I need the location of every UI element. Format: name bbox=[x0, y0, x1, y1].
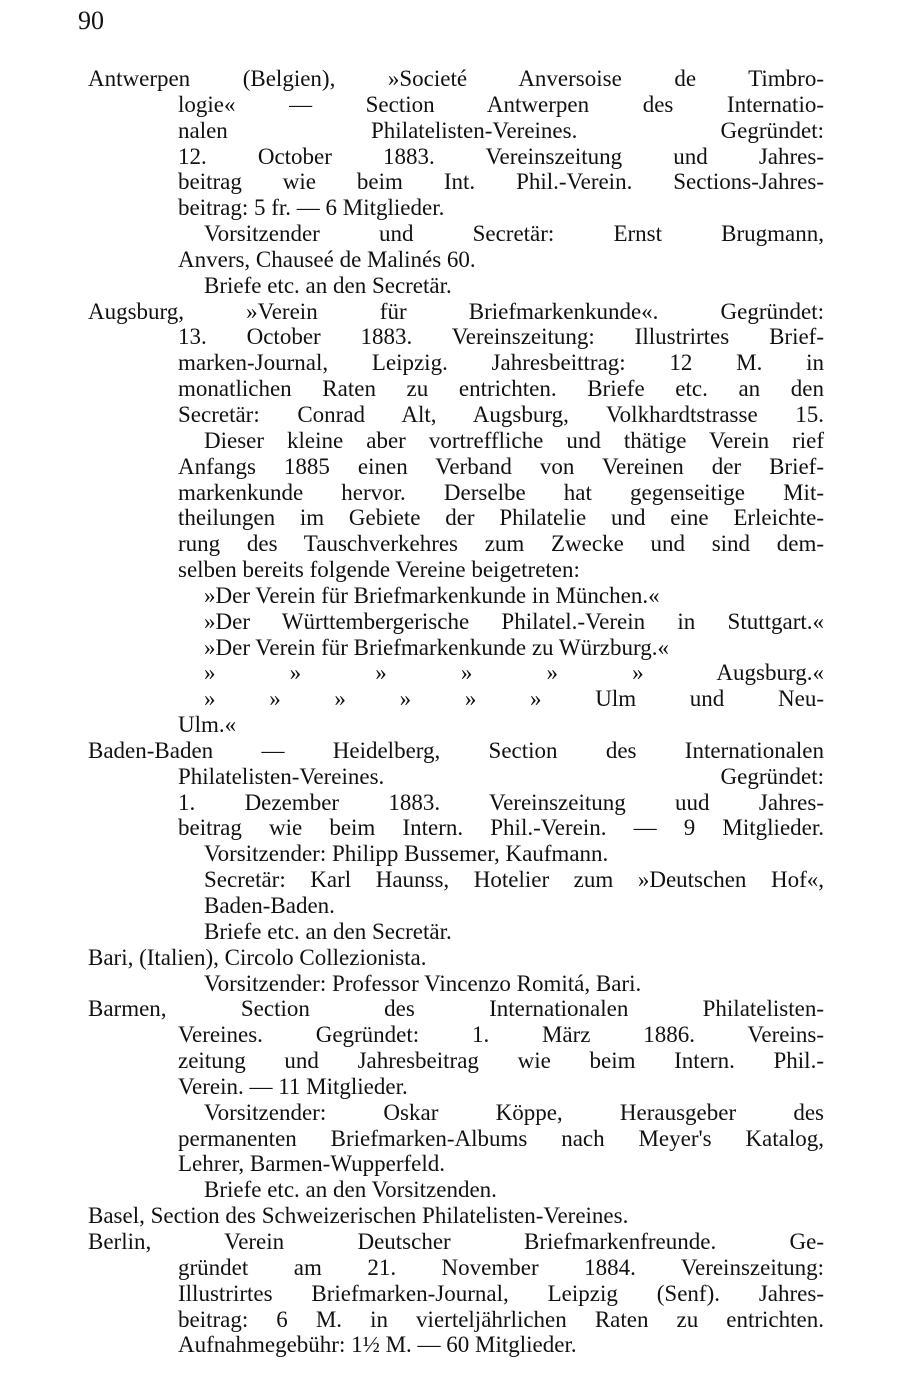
text-line: Vorsitzender und Secretär: Ernst Brugmann, bbox=[204, 221, 824, 247]
text-line: Anfangs 1885 einen Verband von Vereinen der Brief- bbox=[178, 453, 824, 479]
text-line: Briefe etc. an den Vorsitzenden. bbox=[204, 1177, 497, 1203]
text-line: Verein. — 11 Mitglieder. bbox=[178, 1073, 408, 1099]
text-line: Basel, Section des Schweizerischen Philatelisten-Vereines. bbox=[88, 1203, 629, 1229]
text-line: Bari, (Italien), Circolo Collezionista. bbox=[88, 944, 427, 970]
page-number: 90 bbox=[78, 6, 104, 35]
text-line: Secretär: Karl Haunss, Hotelier zum »Deutschen Hof«, bbox=[204, 867, 824, 893]
text-line: Augsburg, »Verein für Briefmarkenkunde«. Gegründet: bbox=[88, 298, 824, 324]
text-line: Vereines. Gegründet: 1. März 1886. Vereins- bbox=[178, 1022, 824, 1048]
text-line: » » » » » » Ulm und Neu- bbox=[204, 686, 824, 712]
text-line: » » » » » » Augsburg.« bbox=[204, 660, 824, 686]
text-line: Briefe etc. an den Secretär. bbox=[204, 918, 452, 944]
text-line: zeitung und Jahresbeitrag wie beim Intern. Phil.- bbox=[178, 1048, 824, 1074]
text-line: Anvers, Chauseé de Malinés 60. bbox=[178, 246, 476, 272]
text-line: »Der Verein für Briefmarkenkunde in München.« bbox=[204, 582, 660, 608]
text-line: monatlichen Raten zu entrichten. Briefe etc. an den bbox=[178, 376, 824, 402]
text-line: Briefe etc. an den Secretär. bbox=[204, 272, 452, 298]
text-line: Baden-Baden. bbox=[204, 893, 335, 918]
text-line: 1. Dezember 1883. Vereinszeitung uud Jahres- bbox=[178, 789, 824, 815]
text-line: beitrag wie beim Int. Phil.-Verein. Sections-Jahres- bbox=[178, 169, 824, 195]
text-line: »Der Verein für Briefmarkenkunde zu Würzburg.« bbox=[204, 634, 669, 660]
text-line: nalen Philatelisten-Vereines. Gegründet: bbox=[178, 117, 824, 143]
text-line: Ulm.« bbox=[178, 712, 237, 738]
text-line: Vorsitzender: Oskar Köppe, Herausgeber des bbox=[204, 1099, 824, 1125]
text-line: »Der Württembergerische Philatel.-Verein in Stuttgart.« bbox=[204, 608, 824, 634]
text-line: marken-Journal, Leipzig. Jahresbeittrag: 12 M. in bbox=[178, 350, 824, 376]
text-line: Vorsitzender: Professor Vincenzo Romitá, Bari. bbox=[204, 970, 642, 996]
text-body bbox=[88, 66, 824, 1358]
text-line: markenkunde hervor. Derselbe hat gegenseitige Mit- bbox=[178, 479, 824, 505]
text-line: beitrag: 6 M. in vierteljährlichen Raten zu entrichten. bbox=[178, 1306, 824, 1332]
text-line: Secretär: Conrad Alt, Augsburg, Volkhardtstrasse 15. bbox=[178, 401, 824, 427]
text-line: Antwerpen (Belgien), »Societé Anversoise de Timbro- bbox=[88, 66, 824, 91]
text-line: theilungen im Gebiete der Philatelie und eine Erleichte- bbox=[178, 505, 824, 531]
text-line: Illustrirtes Briefmarken-Journal, Leipzig (Senf). Jahres- bbox=[178, 1280, 824, 1306]
text-line: Vorsitzender: Philipp Bussemer, Kaufmann. bbox=[204, 841, 609, 867]
text-line: Barmen, Section des Internationalen Philatelisten- bbox=[88, 996, 824, 1022]
text-line: 12. October 1883. Vereinszeitung und Jahres- bbox=[178, 143, 824, 169]
text-line: beitrag: 5 fr. — 6 Mitglieder. bbox=[178, 195, 445, 221]
text-line: Aufnahmegebühr: 1½ M. — 60 Mitglieder. bbox=[178, 1332, 577, 1358]
text-line: rung des Tauschverkehres zum Zwecke und sind dem- bbox=[178, 531, 824, 557]
text-line: Philatelisten-Vereines. Gegründet: bbox=[178, 763, 824, 789]
text-line: 13. October 1883. Vereinszeitung: Illustrirtes Brief- bbox=[178, 324, 824, 350]
text-line: Lehrer, Barmen-Wupperfeld. bbox=[178, 1151, 445, 1177]
text-line: gründet am 21. November 1884. Vereinszeitung: bbox=[178, 1254, 824, 1280]
text-line: beitrag wie beim Intern. Phil.-Verein. — 9 Mitglieder. bbox=[178, 815, 824, 841]
text-line: Berlin, Verein Deutscher Briefmarkenfreunde. Ge- bbox=[88, 1228, 824, 1254]
text-line: selben bereits folgende Vereine beigetreten: bbox=[178, 557, 580, 583]
text-line: Baden-Baden — Heidelberg, Section des Internationalen bbox=[88, 737, 824, 763]
text-line: Dieser kleine aber vortreffliche und thätige Verein rief bbox=[204, 427, 824, 453]
text-line: logie« — Section Antwerpen des Internatio- bbox=[178, 91, 824, 117]
text-line: permanenten Briefmarken-Albums nach Meyer's Katalog, bbox=[178, 1125, 824, 1151]
